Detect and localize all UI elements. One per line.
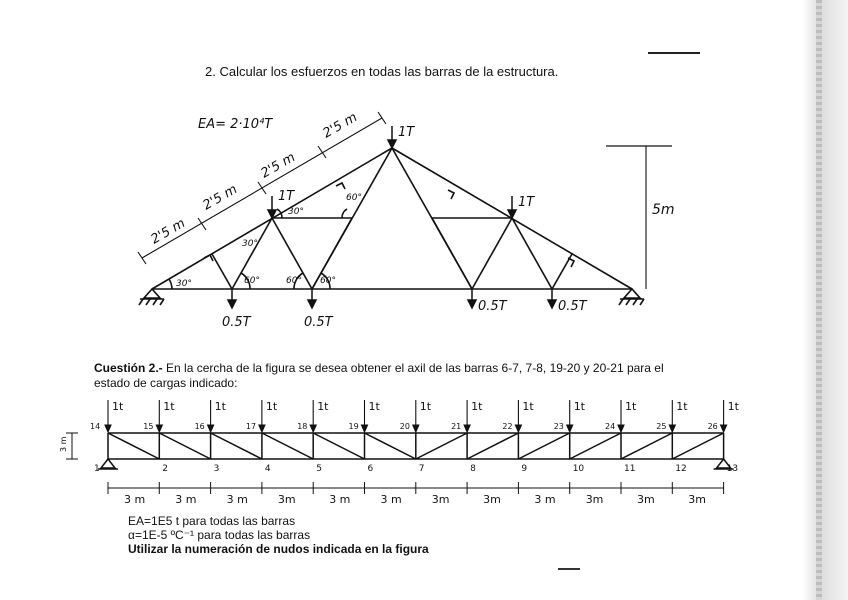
load-label: 1T (398, 125, 415, 140)
height-label: 3 m (59, 436, 68, 452)
span-label: 3 m (534, 493, 556, 506)
question-2-heading: Cuestión 2.- (94, 361, 163, 375)
load-label: 1T (278, 189, 295, 204)
ea-line: EA=1E5 t para todas las barras (128, 514, 296, 528)
diagonal-member (211, 433, 262, 459)
span-label: 3m (431, 493, 450, 506)
load-label: 1t (727, 400, 739, 413)
load-label: 0.5T (478, 299, 507, 314)
diagonal-member (262, 433, 313, 459)
question-1-title: 2. Calcular los esfuerzos en todas las barras de la estructura. (205, 64, 559, 79)
load-label: 1t (676, 400, 688, 413)
load-label: 1t (368, 400, 380, 413)
load-arrow-head (105, 425, 111, 432)
bottom-node-number: 9 (521, 464, 528, 474)
segment-label: 2'5 m (148, 216, 188, 248)
load-arrow-head (669, 425, 675, 432)
load-label: 1t (265, 400, 278, 413)
load-label: 1t (625, 400, 637, 413)
top-node-number: 20 (399, 422, 410, 431)
load-label: 1t (522, 400, 534, 413)
load-label: 1t (163, 400, 175, 413)
bottom-node-number: 11 (624, 464, 636, 474)
bottom-node-number: 12 (675, 464, 687, 474)
bottom-node-number: 4 (264, 464, 271, 474)
load-arrow-head (362, 425, 368, 432)
span-label: 3 m (226, 493, 248, 506)
top-node-number: 16 (194, 422, 205, 431)
angle-label: 30° (242, 239, 258, 249)
load-arrow-head (567, 425, 573, 432)
load-label: 1t (419, 400, 432, 413)
load-arrow-head (618, 425, 624, 432)
height-label: 5m (652, 202, 675, 218)
top-node-number: 26 (707, 422, 718, 431)
span-label: 3m (277, 493, 296, 506)
segment-label: 2'5 m (200, 182, 240, 214)
ea-label: EA= 2·10⁴T (198, 117, 273, 132)
bottom-node-number: 7 (418, 464, 425, 474)
load-label: 1T (518, 195, 535, 210)
load-arrow-head (156, 425, 162, 432)
span-label: 3m (637, 493, 655, 506)
load-label: 1t (573, 400, 586, 413)
diagonal-member (416, 433, 467, 459)
top-node-number: 15 (143, 422, 154, 431)
load-label: 1t (112, 400, 124, 413)
top-node-number: 24 (605, 422, 616, 431)
span-label: 3 m (329, 493, 351, 506)
diagonal-member (672, 433, 723, 459)
bottom-node-number: 5 (316, 464, 322, 474)
diagonal-member (570, 433, 621, 459)
load-arrow-head (464, 425, 470, 432)
span-label: 3 m (124, 493, 146, 506)
segment-label: 2'5 m (320, 110, 360, 142)
load-arrow-head (515, 425, 521, 432)
span-label: 3m (688, 493, 707, 506)
load-arrow-head (413, 425, 419, 432)
top-node-number: 14 (90, 422, 101, 431)
diagonal-member (518, 433, 569, 459)
span-label: 3m (483, 493, 501, 506)
load-arrow-head (259, 425, 265, 432)
bottom-node-number: 6 (367, 464, 374, 474)
support (101, 459, 115, 468)
span-label: 3m (585, 493, 604, 506)
bottom-node-number: 1 (94, 464, 100, 474)
diagonal-member (108, 433, 159, 459)
top-node-number: 25 (656, 422, 667, 431)
top-node-number: 22 (502, 422, 513, 431)
angle-label: 30° (288, 207, 304, 217)
load-label: 0.5T (304, 315, 333, 330)
properties (128, 514, 429, 556)
bottom-node-number: 2 (162, 464, 169, 474)
angle-label: 30° (176, 279, 192, 289)
load-arrow-head (721, 425, 727, 432)
diagonal-member (467, 433, 518, 459)
top-node-number: 18 (297, 422, 308, 431)
diagonal-member (159, 433, 210, 459)
numbering-note: Utilizar la numeración de nudos indicada en la figura (128, 542, 429, 556)
load-arrow-head (208, 425, 214, 432)
load-label: 0.5T (558, 299, 587, 314)
bottom-node-number: 10 (572, 464, 585, 474)
angle-label: 60° (244, 276, 260, 286)
top-node-number: 19 (348, 422, 359, 431)
bottom-node-number: 3 (213, 464, 220, 474)
span-label: 3 m (380, 493, 402, 506)
load-label: 1t (317, 400, 329, 413)
angle-label: 60° (346, 193, 362, 203)
span-label: 3 m (175, 493, 197, 506)
alpha-line: α=1E-5 ºC⁻¹ para todas las barras (128, 528, 311, 542)
load-label: 1t (214, 400, 226, 413)
diagonal-member (621, 433, 672, 459)
angle-label: 60° (286, 276, 302, 286)
top-node-number: 17 (245, 422, 257, 431)
angle-label: 60° (320, 276, 336, 286)
question-2-text: En la cercha de la figura se desea obtener el axil de las barras 6-7, 7-8, 19-20 y 20-21 para el estado de cargas indicado: (94, 361, 664, 390)
segment-label: 2'5 m (258, 150, 298, 182)
top-node-number: 23 (553, 422, 564, 431)
load-arrow-head (310, 425, 316, 432)
bottom-node-number: 13 (726, 464, 739, 474)
diagonal-member (313, 433, 364, 459)
load-label: 0.5T (222, 315, 251, 330)
top-node-number: 21 (451, 422, 462, 431)
diagonal-member (365, 433, 416, 459)
bottom-node-number: 8 (470, 464, 476, 474)
load-label: 1t (471, 400, 483, 413)
